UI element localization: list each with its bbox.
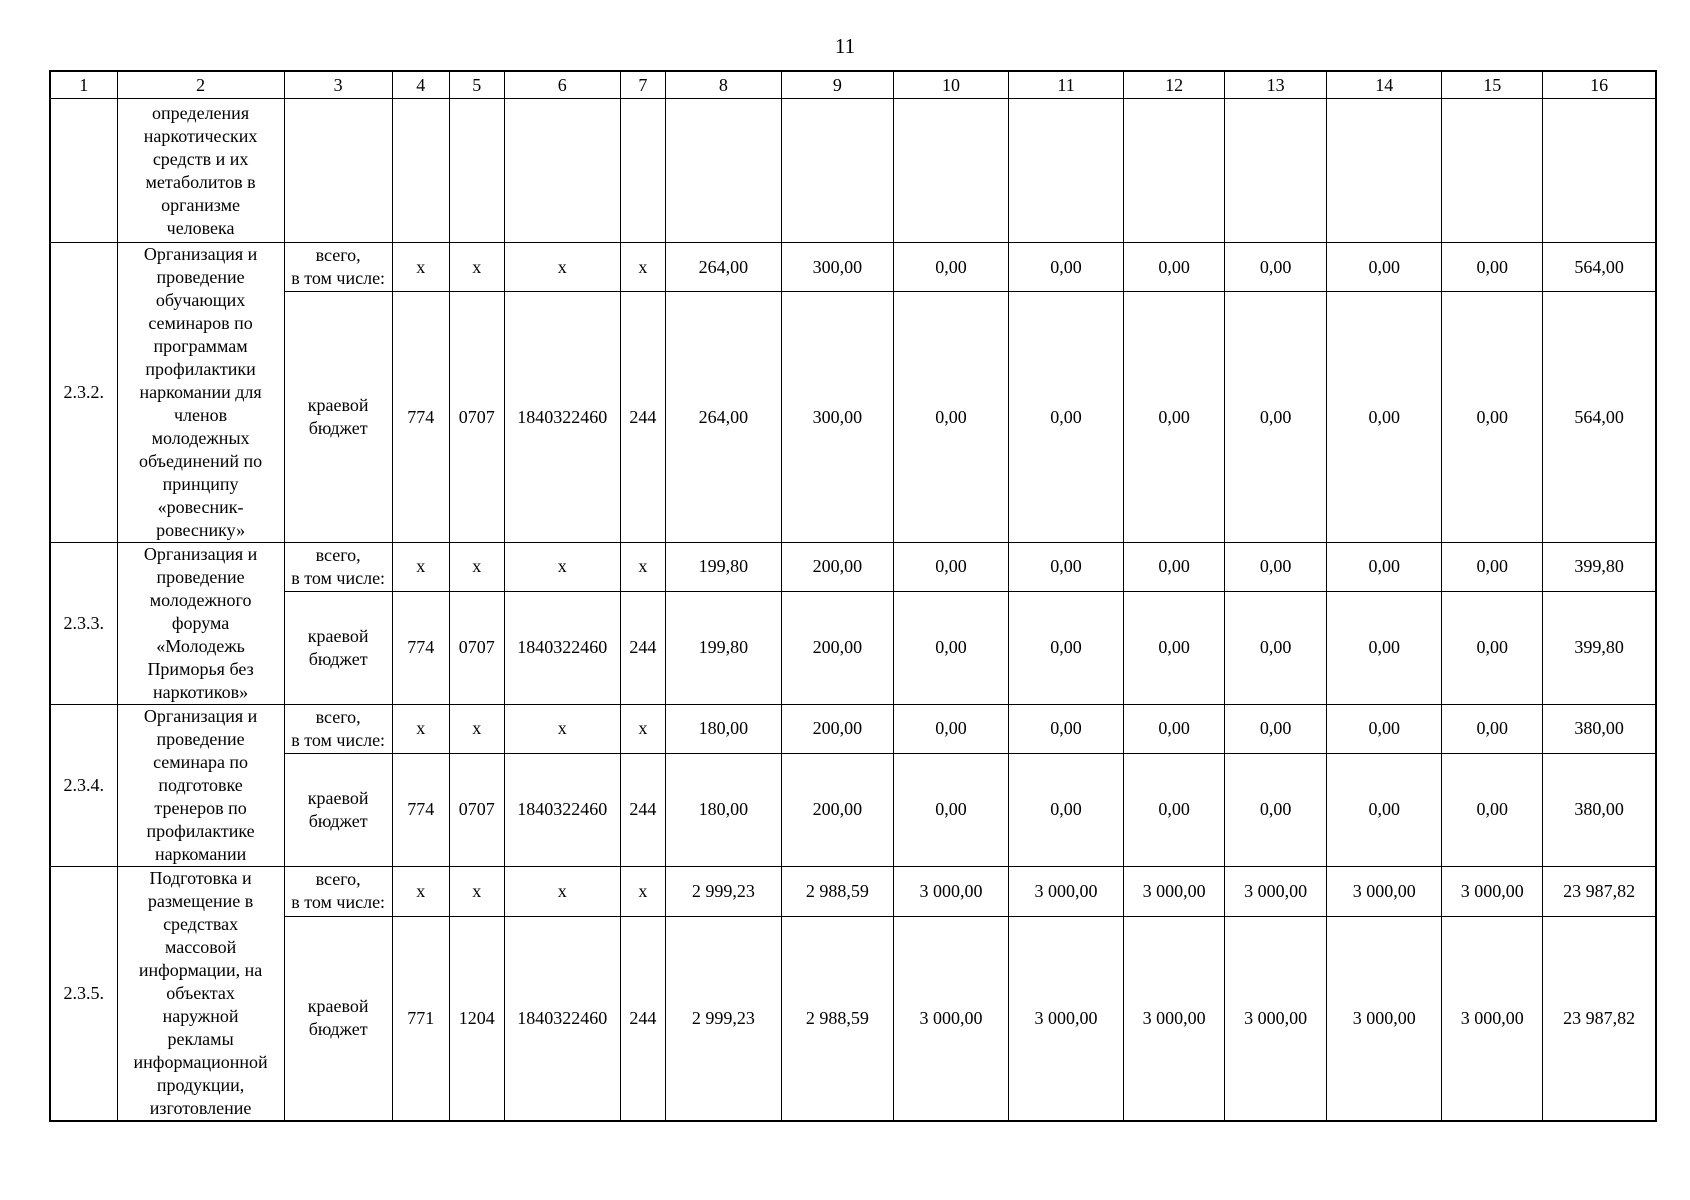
item-name-line: рекламы bbox=[167, 1029, 234, 1049]
expense-type-code: x bbox=[620, 243, 665, 292]
column-number-10: 10 bbox=[893, 71, 1008, 99]
table-row-budget bbox=[50, 753, 1656, 866]
amount-column-15: 0,00 bbox=[1442, 705, 1543, 754]
amount-column-15: 0,00 bbox=[1442, 753, 1543, 866]
funding-source-line: краевой bbox=[307, 996, 369, 1017]
amount-column-10: 0,00 bbox=[893, 243, 1008, 292]
total-amount: 380,00 bbox=[1543, 753, 1656, 866]
amount-column-11: 0,00 bbox=[1009, 591, 1124, 704]
amount-column-8: 199,80 bbox=[665, 543, 781, 592]
amount-column-13: 0,00 bbox=[1225, 243, 1327, 292]
amount-column-9: 300,00 bbox=[781, 243, 893, 292]
funding-source-line: в том числе: bbox=[291, 567, 386, 588]
amount-column-11: 3 000,00 bbox=[1009, 916, 1124, 1121]
table-row-total bbox=[50, 543, 1656, 592]
admin-code: x bbox=[392, 243, 449, 292]
section-code: 0707 bbox=[449, 292, 504, 543]
empty-cell bbox=[620, 99, 665, 243]
amount-column-8: 264,00 bbox=[665, 243, 781, 292]
amount-column-12: 0,00 bbox=[1124, 243, 1225, 292]
continuation-row bbox=[50, 99, 1656, 243]
amount-column-12: 3 000,00 bbox=[1124, 916, 1225, 1121]
column-number-16: 16 bbox=[1543, 71, 1656, 99]
item-name-line: информации, на bbox=[138, 960, 263, 980]
amount-column-11: 0,00 bbox=[1009, 243, 1124, 292]
amount-column-9: 200,00 bbox=[781, 705, 893, 754]
item-name bbox=[117, 705, 284, 867]
item-name-line: молодежного bbox=[149, 590, 252, 610]
amount-column-12: 0,00 bbox=[1124, 543, 1225, 592]
empty-cell bbox=[392, 99, 449, 243]
amount-column-14: 0,00 bbox=[1327, 591, 1442, 704]
amount-column-11: 0,00 bbox=[1009, 705, 1124, 754]
admin-code: 774 bbox=[392, 292, 449, 543]
funding-source-line: всего, bbox=[315, 869, 361, 890]
item-name-line: изготовление bbox=[149, 1098, 252, 1118]
funding-source-line: всего, bbox=[315, 706, 361, 727]
item-name-line: размещение в bbox=[147, 891, 254, 911]
amount-column-11: 3 000,00 bbox=[1009, 867, 1124, 917]
empty-cell bbox=[284, 99, 392, 243]
admin-code: 771 bbox=[392, 916, 449, 1121]
column-number-15: 15 bbox=[1442, 71, 1543, 99]
item-name-line: организме bbox=[161, 194, 241, 215]
admin-code: 774 bbox=[392, 753, 449, 866]
funding-source-line: в том числе: bbox=[291, 268, 386, 289]
budget-table bbox=[49, 70, 1657, 1122]
amount-column-15: 0,00 bbox=[1442, 591, 1543, 704]
table-row-total bbox=[50, 243, 1656, 292]
item-name-line: проведение bbox=[156, 267, 245, 287]
section-code: 1204 bbox=[449, 916, 504, 1121]
item-name-line: подготовке bbox=[158, 775, 243, 795]
funding-source-line: краевой bbox=[307, 787, 369, 808]
item-name-line: Организация и bbox=[143, 544, 258, 564]
column-number-2: 2 bbox=[117, 71, 284, 99]
funding-source-line: краевой bbox=[307, 625, 369, 646]
section-code: x bbox=[449, 243, 504, 292]
amount-column-14: 3 000,00 bbox=[1327, 867, 1442, 917]
section-code: x bbox=[449, 705, 504, 754]
table-row-budget bbox=[50, 591, 1656, 704]
section-code: x bbox=[449, 543, 504, 592]
item-name-line: молодежных bbox=[151, 428, 250, 448]
item-name-line: средств и их bbox=[152, 148, 249, 169]
item-name-line: информационной bbox=[133, 1052, 268, 1072]
amount-column-13: 0,00 bbox=[1225, 753, 1327, 866]
column-number-row bbox=[50, 71, 1656, 99]
funding-source-line: всего, bbox=[315, 544, 361, 565]
amount-column-14: 0,00 bbox=[1327, 753, 1442, 866]
amount-column-9: 200,00 bbox=[781, 591, 893, 704]
target-article-code: 1840322460 bbox=[504, 292, 620, 543]
item-name-line: Подготовка и bbox=[149, 868, 252, 888]
amount-column-10: 0,00 bbox=[893, 543, 1008, 592]
item-name-line: «ровесник- bbox=[157, 497, 244, 517]
empty-cell bbox=[1442, 99, 1543, 243]
item-name bbox=[117, 243, 284, 543]
total-amount: 564,00 bbox=[1543, 243, 1656, 292]
funding-source bbox=[284, 292, 392, 543]
target-article-code: 1840322460 bbox=[504, 916, 620, 1121]
amount-column-10: 0,00 bbox=[893, 753, 1008, 866]
amount-column-10: 3 000,00 bbox=[893, 867, 1008, 917]
amount-column-13: 0,00 bbox=[1225, 705, 1327, 754]
column-number-3: 3 bbox=[284, 71, 392, 99]
amount-column-14: 0,00 bbox=[1327, 243, 1442, 292]
funding-source-line: бюджет bbox=[308, 648, 368, 669]
item-code: 2.3.5. bbox=[50, 867, 117, 1122]
section-code: 0707 bbox=[449, 753, 504, 866]
item-name-line: программам bbox=[153, 336, 248, 356]
item-name-line: принципу bbox=[162, 474, 239, 494]
amount-column-15: 3 000,00 bbox=[1442, 867, 1543, 917]
funding-source-line: всего, bbox=[315, 245, 361, 266]
empty-cell bbox=[1327, 99, 1442, 243]
empty-cell bbox=[1543, 99, 1656, 243]
table-row-total bbox=[50, 867, 1656, 917]
table-row-total bbox=[50, 705, 1656, 754]
column-number-8: 8 bbox=[665, 71, 781, 99]
amount-column-14: 3 000,00 bbox=[1327, 916, 1442, 1121]
item-name-line: метаболитов в bbox=[145, 171, 256, 192]
column-number-12: 12 bbox=[1124, 71, 1225, 99]
funding-source bbox=[284, 753, 392, 866]
amount-column-8: 264,00 bbox=[665, 292, 781, 543]
empty-cell bbox=[449, 99, 504, 243]
funding-source bbox=[284, 867, 392, 917]
amount-column-8: 180,00 bbox=[665, 705, 781, 754]
expense-type-code: x bbox=[620, 867, 665, 917]
item-name-line: человека bbox=[166, 217, 235, 238]
table-row-budget bbox=[50, 916, 1656, 1121]
item-name-line: наркотиков» bbox=[153, 682, 249, 702]
amount-column-13: 3 000,00 bbox=[1225, 916, 1327, 1121]
item-name-line: проведение bbox=[156, 567, 245, 587]
amount-column-9: 2 988,59 bbox=[781, 916, 893, 1121]
amount-column-12: 0,00 bbox=[1124, 292, 1225, 543]
column-number-9: 9 bbox=[781, 71, 893, 99]
item-name bbox=[117, 867, 284, 1122]
admin-code: x bbox=[392, 867, 449, 917]
amount-column-12: 0,00 bbox=[1124, 705, 1225, 754]
target-article-code: x bbox=[504, 705, 620, 754]
amount-column-15: 0,00 bbox=[1442, 543, 1543, 592]
amount-column-11: 0,00 bbox=[1009, 292, 1124, 543]
funding-source-line: в том числе: bbox=[291, 729, 386, 750]
amount-column-9: 300,00 bbox=[781, 292, 893, 543]
cell-code bbox=[50, 99, 117, 243]
empty-cell bbox=[893, 99, 1008, 243]
admin-code: 774 bbox=[392, 591, 449, 704]
item-name-line: профилактики bbox=[145, 359, 256, 379]
amount-column-10: 0,00 bbox=[893, 591, 1008, 704]
total-amount: 399,80 bbox=[1543, 591, 1656, 704]
column-number-4: 4 bbox=[392, 71, 449, 99]
empty-cell bbox=[1225, 99, 1327, 243]
amount-column-13: 0,00 bbox=[1225, 591, 1327, 704]
admin-code: x bbox=[392, 705, 449, 754]
funding-source bbox=[284, 916, 392, 1121]
item-name-continuation bbox=[117, 99, 284, 243]
amount-column-13: 0,00 bbox=[1225, 543, 1327, 592]
amount-column-15: 3 000,00 bbox=[1442, 916, 1543, 1121]
item-name-line: объединений по bbox=[138, 451, 263, 471]
item-name-line: семинаров по bbox=[148, 313, 253, 333]
table-row-budget bbox=[50, 292, 1656, 543]
item-name-line: профилактике bbox=[146, 821, 255, 841]
empty-cell bbox=[781, 99, 893, 243]
item-name-line: наружной bbox=[162, 1006, 239, 1026]
amount-column-8: 199,80 bbox=[665, 591, 781, 704]
amount-column-11: 0,00 bbox=[1009, 543, 1124, 592]
funding-source-line: в том числе: bbox=[291, 892, 386, 913]
item-name-line: Организация и bbox=[143, 706, 258, 726]
section-code: 0707 bbox=[449, 591, 504, 704]
funding-source-line: краевой bbox=[307, 395, 369, 416]
item-name-line: проведение bbox=[156, 729, 245, 749]
target-article-code: x bbox=[504, 867, 620, 917]
section-code: x bbox=[449, 867, 504, 917]
funding-source-line: бюджет bbox=[308, 418, 368, 439]
amount-column-14: 0,00 bbox=[1327, 705, 1442, 754]
item-name-line: обучающих bbox=[155, 290, 246, 310]
funding-source bbox=[284, 705, 392, 754]
expense-type-code: x bbox=[620, 543, 665, 592]
target-article-code: 1840322460 bbox=[504, 591, 620, 704]
item-name-line: Организация и bbox=[143, 244, 258, 264]
item-name-line: ровеснику» bbox=[156, 520, 246, 540]
item-name-line: объектах bbox=[166, 983, 235, 1003]
item-code: 2.3.3. bbox=[50, 543, 117, 705]
item-name-line: членов bbox=[174, 405, 228, 425]
amount-column-13: 3 000,00 bbox=[1225, 867, 1327, 917]
page-number: 11 bbox=[834, 34, 856, 58]
amount-column-9: 2 988,59 bbox=[781, 867, 893, 917]
item-name-line: тренеров по bbox=[154, 798, 247, 818]
funding-source-line: бюджет bbox=[308, 810, 368, 831]
column-number-14: 14 bbox=[1327, 71, 1442, 99]
item-name-line: продукции, bbox=[156, 1075, 245, 1095]
amount-column-14: 0,00 bbox=[1327, 292, 1442, 543]
total-amount: 23 987,82 bbox=[1543, 867, 1656, 917]
item-name-line: Приморья без bbox=[147, 659, 254, 679]
expense-type-code: 244 bbox=[620, 591, 665, 704]
amount-column-15: 0,00 bbox=[1442, 243, 1543, 292]
expense-type-code: 244 bbox=[620, 916, 665, 1121]
item-name-line: наркомании для bbox=[139, 382, 262, 402]
item-name-line: наркотических bbox=[143, 125, 258, 146]
amount-column-9: 200,00 bbox=[781, 753, 893, 866]
item-name bbox=[117, 543, 284, 705]
empty-cell bbox=[665, 99, 781, 243]
empty-cell bbox=[504, 99, 620, 243]
funding-source bbox=[284, 591, 392, 704]
target-article-code: 1840322460 bbox=[504, 753, 620, 866]
amount-column-10: 0,00 bbox=[893, 292, 1008, 543]
total-amount: 23 987,82 bbox=[1543, 916, 1656, 1121]
item-name-line: определения bbox=[152, 102, 250, 123]
amount-column-9: 200,00 bbox=[781, 543, 893, 592]
amount-column-10: 3 000,00 bbox=[893, 916, 1008, 1121]
funding-source-line: бюджет bbox=[308, 1019, 368, 1040]
item-name-line: «Молодежь bbox=[156, 636, 245, 656]
column-number-5: 5 bbox=[449, 71, 504, 99]
item-code: 2.3.2. bbox=[50, 243, 117, 543]
admin-code: x bbox=[392, 543, 449, 592]
column-number-6: 6 bbox=[504, 71, 620, 99]
item-name-line: наркомании bbox=[154, 844, 247, 864]
amount-column-12: 3 000,00 bbox=[1124, 867, 1225, 917]
target-article-code: x bbox=[504, 543, 620, 592]
item-code: 2.3.4. bbox=[50, 705, 117, 867]
item-name-line: семинара по bbox=[153, 752, 249, 772]
table-body bbox=[50, 71, 1656, 1121]
column-number-13: 13 bbox=[1225, 71, 1327, 99]
column-number-1: 1 bbox=[50, 71, 117, 99]
expense-type-code: 244 bbox=[620, 753, 665, 866]
amount-column-14: 0,00 bbox=[1327, 543, 1442, 592]
empty-cell bbox=[1124, 99, 1225, 243]
funding-source bbox=[284, 543, 392, 592]
total-amount: 380,00 bbox=[1543, 705, 1656, 754]
item-name-line: массовой bbox=[164, 937, 237, 957]
column-number-11: 11 bbox=[1009, 71, 1124, 99]
amount-column-10: 0,00 bbox=[893, 705, 1008, 754]
expense-type-code: 244 bbox=[620, 292, 665, 543]
amount-column-12: 0,00 bbox=[1124, 591, 1225, 704]
amount-column-8: 180,00 bbox=[665, 753, 781, 866]
target-article-code: x bbox=[504, 243, 620, 292]
total-amount: 564,00 bbox=[1543, 292, 1656, 543]
amount-column-12: 0,00 bbox=[1124, 753, 1225, 866]
total-amount: 399,80 bbox=[1543, 543, 1656, 592]
item-name-line: форума bbox=[171, 613, 230, 633]
amount-column-8: 2 999,23 bbox=[665, 867, 781, 917]
expense-type-code: x bbox=[620, 705, 665, 754]
item-name-line: средствах bbox=[163, 914, 239, 934]
funding-source bbox=[284, 243, 392, 292]
empty-cell bbox=[1009, 99, 1124, 243]
amount-column-15: 0,00 bbox=[1442, 292, 1543, 543]
amount-column-8: 2 999,23 bbox=[665, 916, 781, 1121]
amount-column-11: 0,00 bbox=[1009, 753, 1124, 866]
amount-column-13: 0,00 bbox=[1225, 292, 1327, 543]
column-number-7: 7 bbox=[620, 71, 665, 99]
